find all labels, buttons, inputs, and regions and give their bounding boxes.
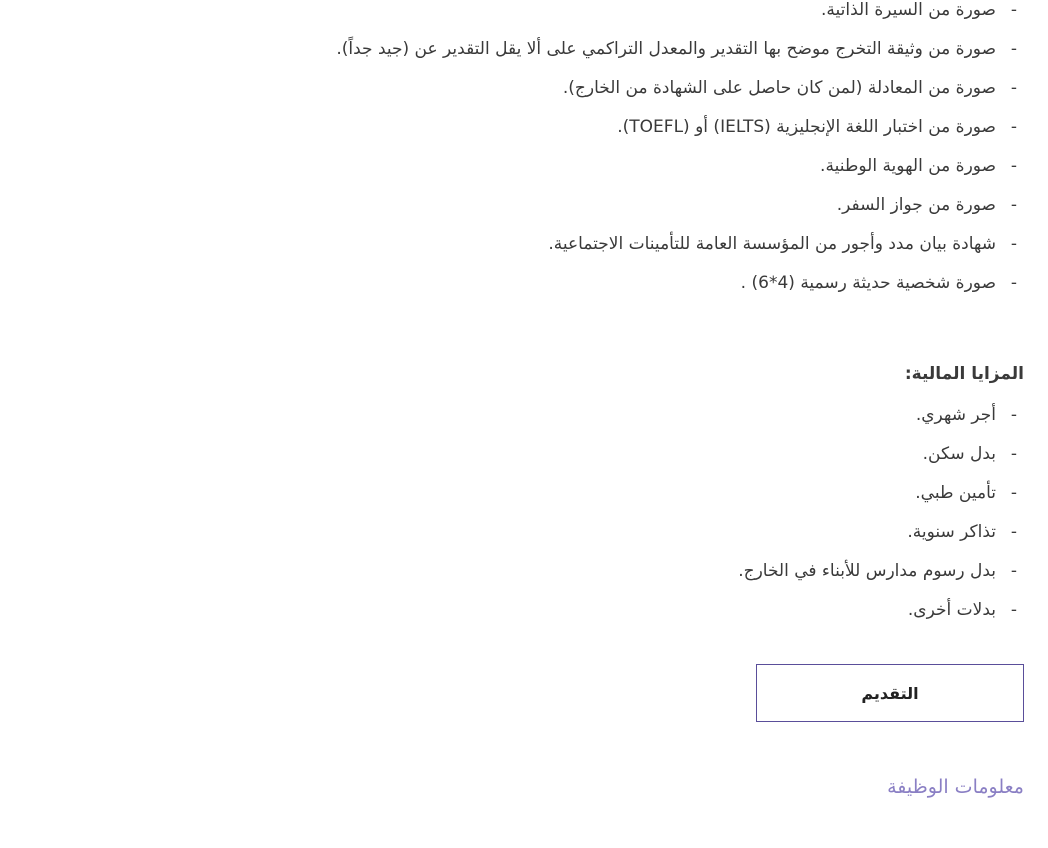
list-item-text: شهادة بيان مدد وأجور من المؤسسة العامة للتأمينات الاجتماعية.: [548, 233, 996, 254]
list-dash: -: [1010, 0, 1018, 20]
list-dash: -: [1010, 443, 1018, 464]
list-item-text: صورة من اختبار اللغة الإنجليزية (IELTS) أو (TOEFL).: [617, 116, 996, 137]
list-dash: -: [1010, 38, 1018, 59]
list-dash: -: [1010, 77, 1018, 98]
list-item: [336, 263, 1024, 302]
list-dash: -: [1010, 482, 1018, 503]
job-details-page: [24, 0, 1024, 848]
list-item: [336, 29, 1024, 68]
list-item-text: تذاكر سنوية.: [907, 521, 996, 542]
list-item: [336, 224, 1024, 263]
job-info-link[interactable]: معلومات الوظيفة: [887, 776, 1024, 798]
list-item-text: صورة من السيرة الذاتية.: [820, 0, 996, 20]
financial-benefits-list: [738, 395, 1024, 629]
list-item: [336, 0, 1024, 29]
list-item-text: بدلات أخرى.: [907, 599, 996, 620]
list-dash: -: [1010, 599, 1018, 620]
list-item-text: أجر شهري.: [915, 404, 996, 425]
financial-benefits-title: المزايا المالية:: [904, 364, 1024, 384]
list-dash: -: [1010, 521, 1018, 542]
list-item-text: تأمين طبي.: [915, 482, 996, 503]
list-item-text: صورة شخصية حديثة رسمية (4*6) .: [740, 272, 996, 293]
list-dash: -: [1010, 404, 1018, 425]
list-dash: -: [1010, 155, 1018, 176]
list-item: [738, 512, 1024, 551]
list-dash: -: [1010, 116, 1018, 137]
list-item: [738, 434, 1024, 473]
list-item-text: صورة من الهوية الوطنية.: [820, 155, 996, 176]
list-item: [336, 68, 1024, 107]
list-item: [336, 146, 1024, 185]
list-item: [738, 395, 1024, 434]
list-item-text: بدل سكن.: [922, 443, 996, 464]
list-item: [738, 473, 1024, 512]
list-dash: -: [1010, 272, 1018, 293]
apply-button[interactable]: التقديم: [756, 664, 1024, 722]
list-item: [336, 107, 1024, 146]
list-item-text: صورة من المعادلة (لمن كان حاصل على الشهادة من الخارج).: [562, 77, 996, 98]
list-dash: -: [1010, 560, 1018, 581]
list-item-text: بدل رسوم مدارس للأبناء في الخارج.: [738, 560, 996, 581]
list-item: [336, 185, 1024, 224]
list-dash: -: [1010, 194, 1018, 215]
list-item-text: صورة من جواز السفر.: [836, 194, 996, 215]
required-documents-list: [336, 0, 1024, 302]
list-dash: -: [1010, 233, 1018, 254]
list-item: [738, 551, 1024, 590]
list-item: [738, 590, 1024, 629]
list-item-text: صورة من وثيقة التخرج موضح بها التقدير والمعدل التراكمي على ألا يقل التقدير عن (جيد جداً).: [336, 38, 996, 59]
